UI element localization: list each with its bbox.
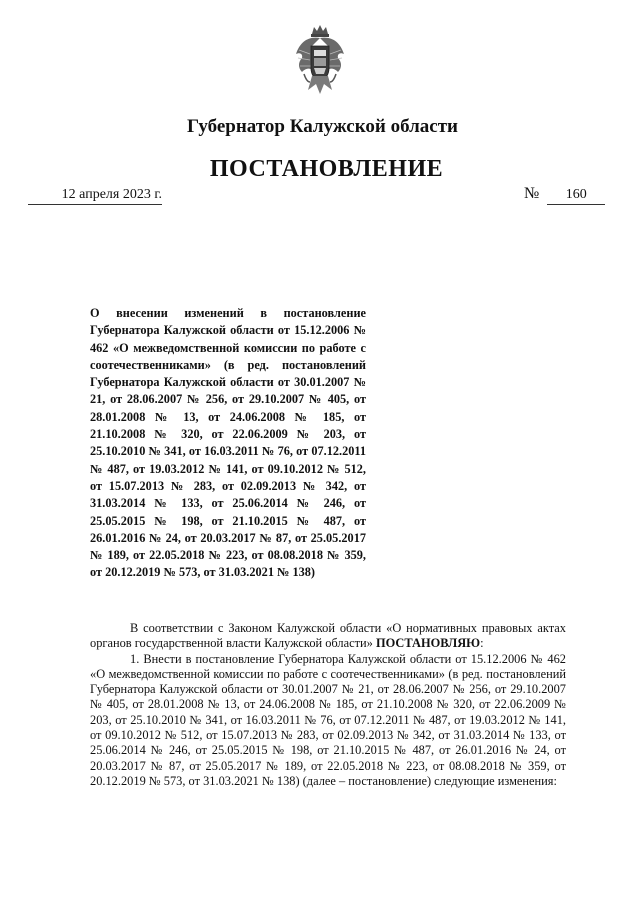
subject-last-line: от 20.12.2019 № 573, от 31.03.2021 № 138): [90, 565, 316, 580]
item-1-paragraph: 1. Внести в постановление Губернатора Калужской области от 15.12.2006 № 462 «О межведомственной комиссии по работе с соотечественниками» (в ред. постановлений Губернатора Калужской области от 30.01.2007 № 21, от 28.06.2007 № 256, от 29.10.2007 № 405, от 28.01.2008 № 13, от 24.06.2008 № 185, от 21.10.2008 № 320, от 22.06.2009 № 203, от 25.10.2010 № 341, от 16.03.2011 № 76, от 07.12.2011 № 487, от 19.03.2012 № 141, от 09.10.2012 № 512, от 15.07.2013 № 283, от 02.09.2013 № 342, от 31.03.2014 № 133, от 25.06.2014 № 246, от 25.05.2015 № 198, от 21.10.2015 № 487, от 26.01.2016 № 24, от 20.03.2017 № 87, от 25.05.2017 № 189, от 22.05.2018 № 223, от 08.08.2018 № 359, от 20.12.2019 № 573, от 31.03.2021 № 138) (далее – постановление) следующие изменения:: [90, 651, 566, 788]
authority-title: Губернатор Калужской области: [187, 116, 458, 137]
preamble-paragraph: [90, 621, 566, 652]
number-value: 160: [547, 187, 605, 205]
subject-text: О внесении изменений в постановление Губернатора Калужской области от 15.12.2006 № 462 «О межведомственной комиссии по работе с соотечественниками» (в ред. постановлений Губернатора Калужской области от 30.01.2007 № 21, от 28.06.2007 № 256, от 29.10.2007 № 405, от 28.01.2008 № 13, от 24.06.2008 № 185, от 21.10.2008 № 320, от 22.06.2009 № 203, от 25.10.2010 № 341, от 16.03.2011 № 76, от 07.12.2011 № 487, от 19.03.2012 № 141, от 09.10.2012 № 512, от 15.07.2013 № 283, от 02.09.2013 № 342, от 31.03.2014 № 133, от 25.06.2014 № 246, от 25.05.2015 № 198, от 21.10.2015 № 487, от 26.01.2016 № 24, от 20.03.2017 № 87, от 25.05.2017 № 189, от 22.05.2018 № 223, от 08.08.2018 № 359,: [90, 306, 366, 563]
kaluga-coat-of-arms-icon: [294, 24, 346, 98]
document-type-heading: ПОСТАНОВЛЕНИЕ: [209, 156, 444, 182]
preamble-text: В соответствии с Законом Калужской области «О нормативных правовых актах органов государственной власти Калужской области»: [90, 621, 566, 651]
decree-colon: :: [480, 636, 484, 651]
document-body: [90, 621, 566, 789]
number-sign: №: [524, 185, 540, 202]
document-date: 12 апреля 2023 г.: [28, 187, 162, 205]
document-number: [524, 186, 605, 205]
document-subject-title: [90, 305, 366, 582]
decree-word: ПОСТАНОВЛЯЮ: [375, 636, 481, 651]
